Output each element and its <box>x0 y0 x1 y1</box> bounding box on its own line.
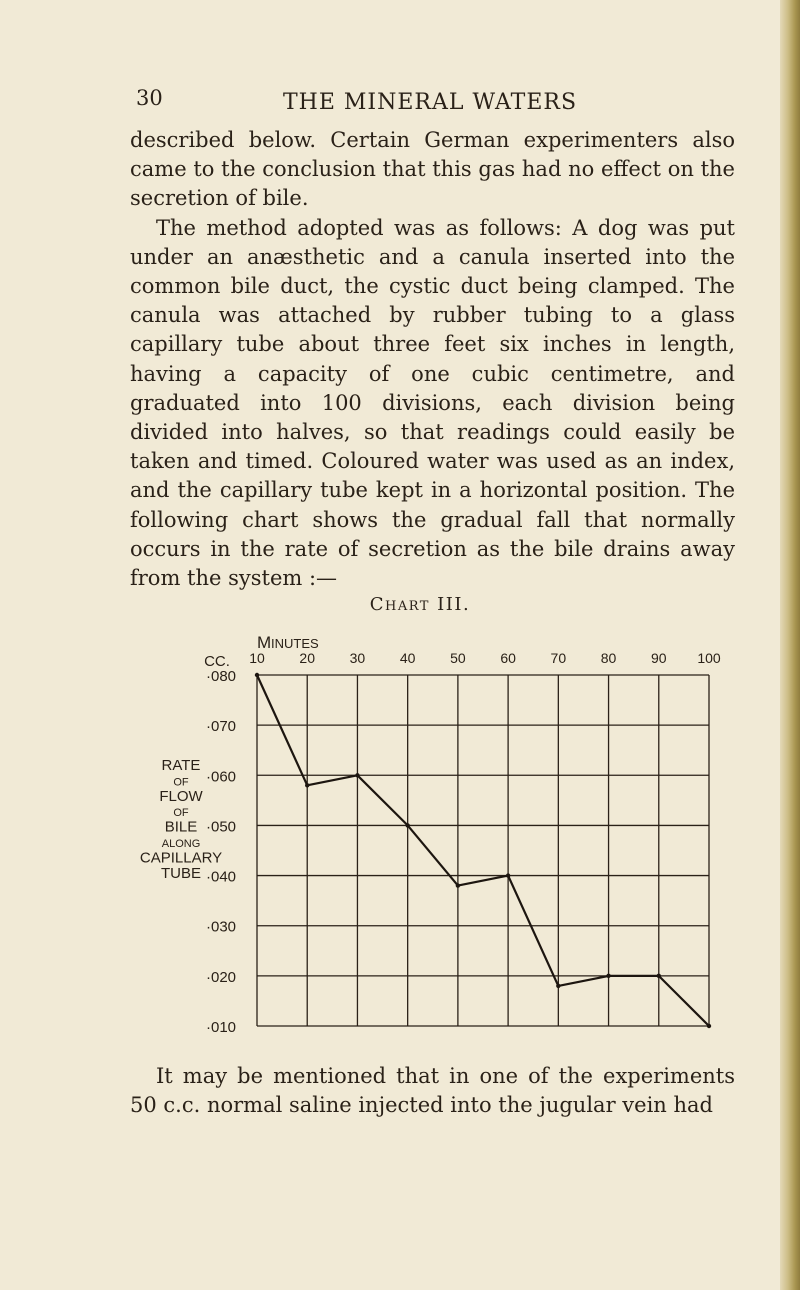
y-tick-label: ·010 <box>205 1019 237 1036</box>
x-axis-title-initial: M <box>257 633 272 652</box>
y-tick-label: ·050 <box>205 818 237 836</box>
data-point <box>456 883 460 887</box>
paragraph: described below. Certain German experimenters also came to the conclusion that this gas had no effect on the secretion of bile. <box>130 128 735 211</box>
y-tick-label: ·040 <box>205 868 237 886</box>
x-tick-label: 10 <box>249 650 265 666</box>
running-head: THE MINERAL WATERS <box>282 90 578 115</box>
paragraph: The method adopted was as follows: A dog was put under an anæsthetic and a canula inserted into the common bile duct, the cystic duct being clamped. The canula was attached by rubber tubing to a glass capillary tube about three feet six inches in length, having a capacity of one cubic centimetre, and graduated into 100 divisions, each division being divided into halves, so that readings could easily be taken and timed. Coloured water was used as an index, and the capillary tube kept in a horizontal position. The following chart shows the gradual fall that normally occurs in the rate of secretion as the bile drains away from the system :— <box>130 215 735 591</box>
page-number: 30 <box>136 86 163 110</box>
x-tick-label: 50 <box>450 650 466 666</box>
y-axis-title-line: FLOW <box>159 787 203 805</box>
x-tick-label: 80 <box>600 650 617 666</box>
y-tick-label: ·030 <box>205 918 237 936</box>
data-point <box>657 974 661 978</box>
closing-text <box>130 1062 735 1120</box>
x-tick-label: 100 <box>697 650 721 666</box>
y-axis-title-line: OF <box>173 807 189 820</box>
y-axis-title-line: RATE <box>161 757 201 774</box>
data-point <box>355 773 359 777</box>
x-tick-label: 40 <box>399 650 416 666</box>
chart-title: Chart III. <box>369 594 471 615</box>
x-tick-label: 30 <box>349 650 366 666</box>
data-point <box>305 783 309 787</box>
x-tick-label: 20 <box>299 650 316 666</box>
y-axis-title-line: OF <box>173 776 189 789</box>
body-text <box>130 126 735 593</box>
data-point <box>707 1024 711 1028</box>
x-tick-label: 70 <box>550 650 567 666</box>
data-point <box>556 984 560 988</box>
data-point <box>405 823 409 827</box>
y-tick-label: ·080 <box>205 668 237 685</box>
y-tick-label: ·020 <box>205 968 237 986</box>
series-line <box>257 675 709 1026</box>
x-tick-label: 60 <box>500 650 516 666</box>
y-tick-label: ·070 <box>205 718 237 736</box>
paragraph: It may be mentioned that in one of the experiments 50 c.c. normal saline injected into the jugular vein had <box>130 1064 735 1118</box>
y-axis-title-line: ALONG <box>161 838 201 850</box>
y-axis-title-line: CAPILLARY <box>139 849 223 867</box>
x-tick-label: 90 <box>650 650 667 666</box>
y-axis-title-line: TUBE <box>160 864 202 882</box>
page-edge <box>780 0 800 1290</box>
data-point <box>506 873 510 877</box>
y-tick-label: ·060 <box>205 768 237 786</box>
data-point <box>606 974 610 978</box>
x-axis-title-rest: INUTES <box>271 636 319 651</box>
chart <box>139 632 721 1052</box>
data-point <box>255 673 259 677</box>
y-axis-title-line: BILE <box>164 818 198 836</box>
y-unit-label: CC. <box>204 653 230 670</box>
